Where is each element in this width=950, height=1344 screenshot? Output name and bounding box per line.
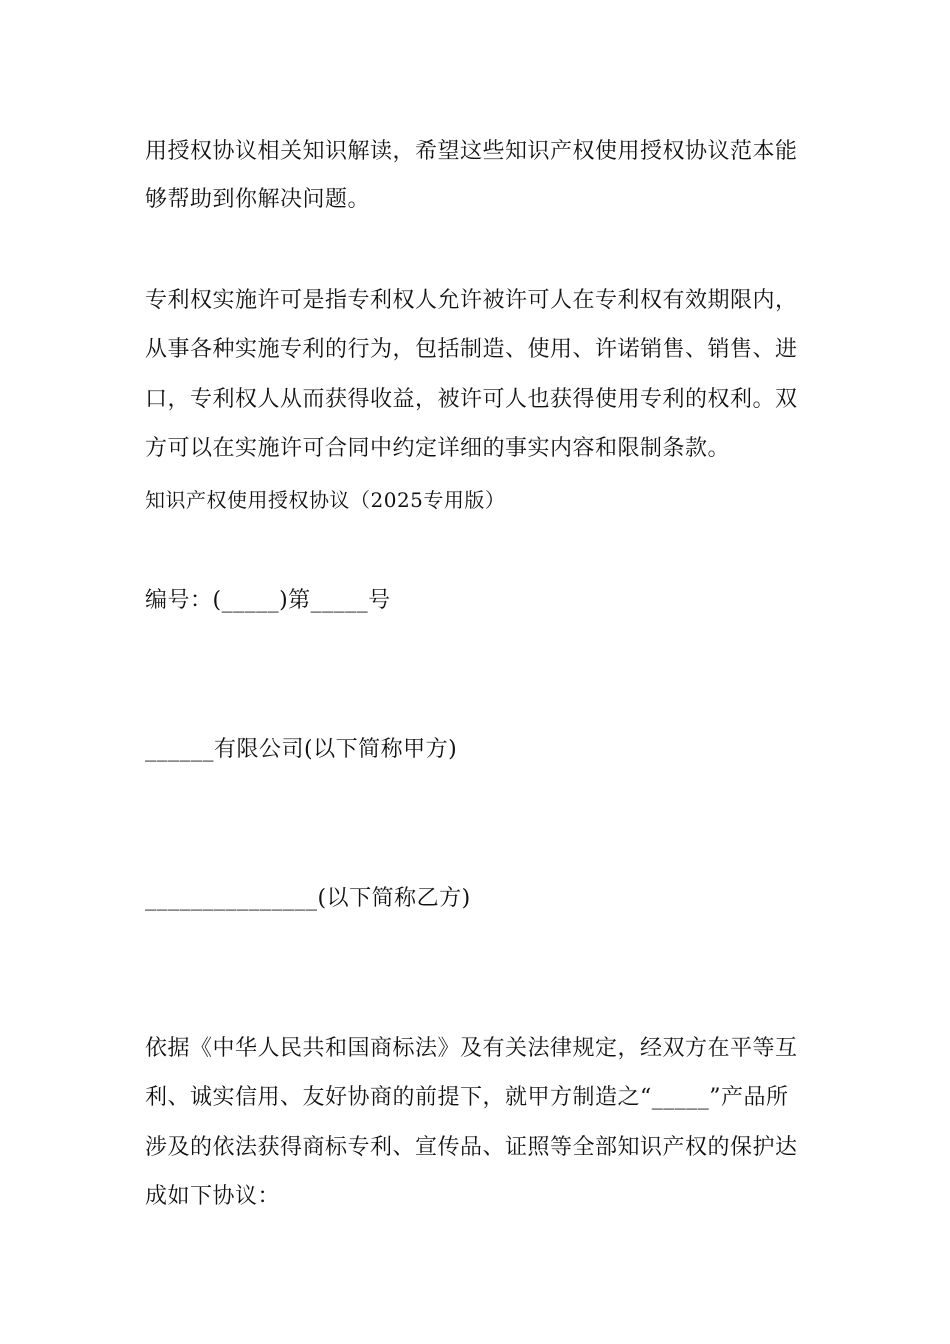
document-title: 知识产权使用授权协议（2025专用版） (145, 488, 506, 512)
body-line-3: 涉及的依法获得商标专利、宣传品、证照等全部知识产权的保护达 (145, 1135, 798, 1160)
definition-line-1: 专利权实施许可是指专利权人允许被许可人在专利权有效期限内， (145, 288, 798, 313)
definition-line-2: 从事各种实施专利的行为，包括制造、使用、许诺销售、销售、进 (145, 337, 798, 362)
body-line-4: 成如下协议： (145, 1184, 281, 1209)
intro-line-1: 用授权协议相关知识解读，希望这些知识产权使用授权协议范本能 (145, 139, 798, 164)
party-b-line: _______________(以下简称乙方) (145, 886, 471, 911)
definition-line-3: 口，专利权人从而获得收益，被许可人也获得使用专利的权利。双 (145, 387, 798, 412)
intro-line-2: 够帮助到你解决问题。 (145, 187, 371, 212)
body-line-1: 依据《中华人民共和国商标法》及有关法律规定，经双方在平等互 (145, 1036, 798, 1061)
party-a-line: ______有限公司(以下简称甲方) (145, 737, 458, 762)
contract-number: 编号：(_____)第_____号 (145, 588, 391, 613)
body-line-2: 利、诚实信用、友好协商的前提下，就甲方制造之“_____”产品所 (145, 1085, 789, 1110)
definition-line-4: 方可以在实施许可合同中约定详细的事实内容和限制条款。 (145, 436, 731, 461)
